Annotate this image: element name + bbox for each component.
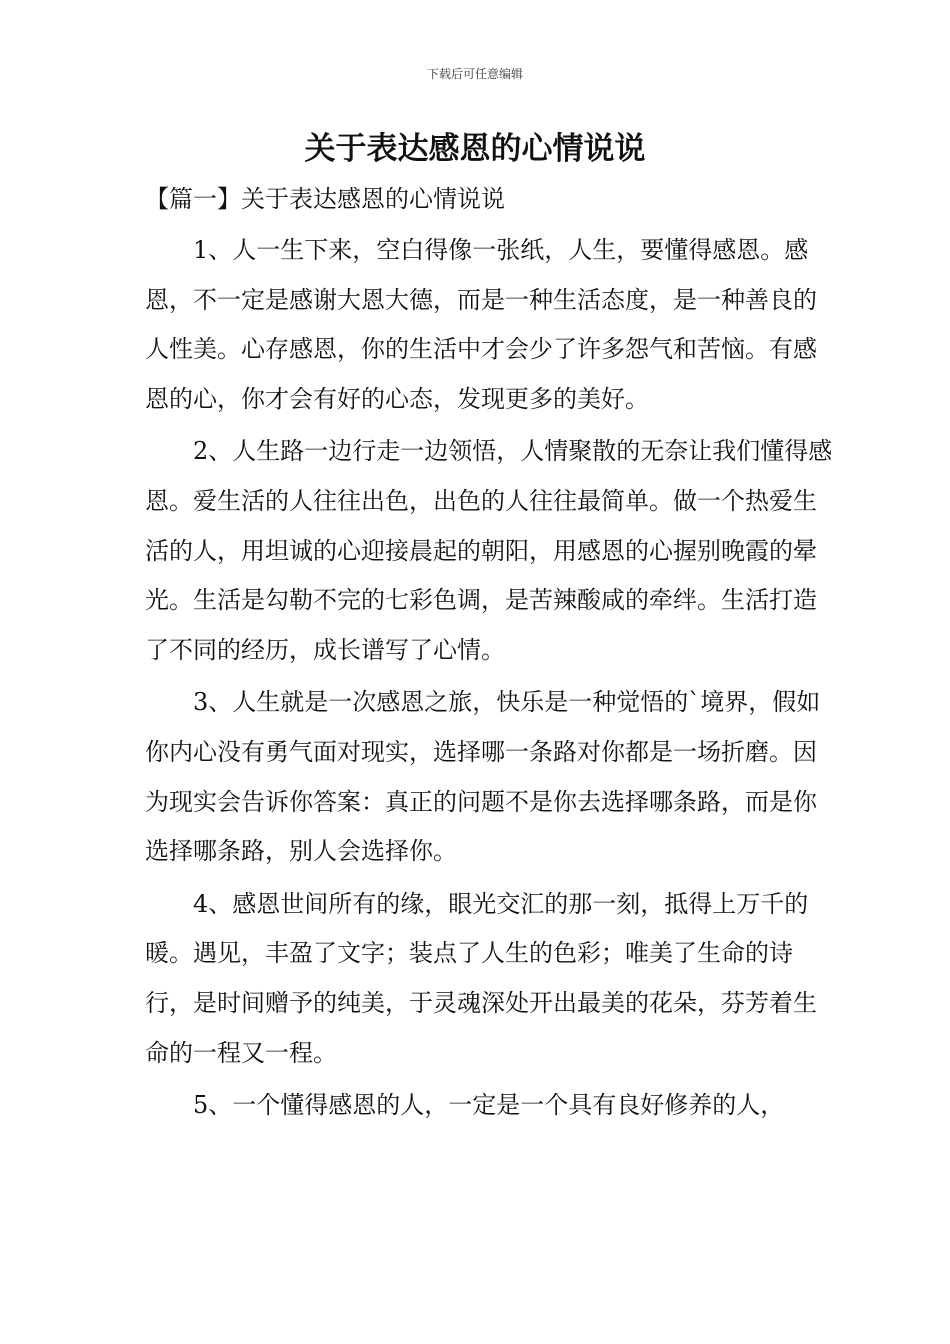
paragraph-4: 4、感恩世间所有的缘，眼光交汇的那一刻，抵得上万千的暖。遇见，丰盈了文字；装点了人生的色彩；唯美了生命的诗行，是时间赠予的纯美，于灵魂深处开出最美的花朵，芬芳着生命的一程又一程。	[145, 889, 817, 1067]
header-note: 下载后可任意编辑	[426, 67, 523, 81]
body-text	[145, 226, 833, 1134]
section-heading: 【篇一】关于表达感恩的心情说说	[145, 185, 505, 213]
paragraph-3: 3、人生就是一次感恩之旅，快乐是一种觉悟的`境界，假如你内心没有勇气面对现实，选择哪一条路对你都是一场折磨。因为现实会告诉你答案：真正的问题不是你去选择哪条路，而是你选择哪条路，别人会选择你。	[145, 688, 821, 866]
paragraph-1: 1、人一生下来，空白得像一张纸，人生，要懂得感恩。感恩，不一定是感谢大恩大德，而是一种生活态度，是一种善良的人性美。心存感恩，你的生活中才会少了许多怨气和苦恼。有感恩的心，你才会有好的心态，发现更多的美好。	[145, 236, 817, 413]
document-title: 关于表达感恩的心情说说	[304, 131, 646, 167]
paragraph-2: 2、人生路一边行走一边领悟，人情聚散的无奈让我们懂得感恩。爱生活的人往往出色，出色的人往往最简单。做一个热爱生活的人，用坦诚的心迎接晨起的朝阳，用感恩的心握别晚霞的晕光。生活是勾勒不完的七彩色调，是苦辣酸咸的牵绊。生活打造了不同的经历，成长谱写了心情。	[145, 437, 833, 664]
paragraph-5: 5、一个懂得感恩的人，一定是一个具有良好修养的人，	[193, 1091, 785, 1120]
